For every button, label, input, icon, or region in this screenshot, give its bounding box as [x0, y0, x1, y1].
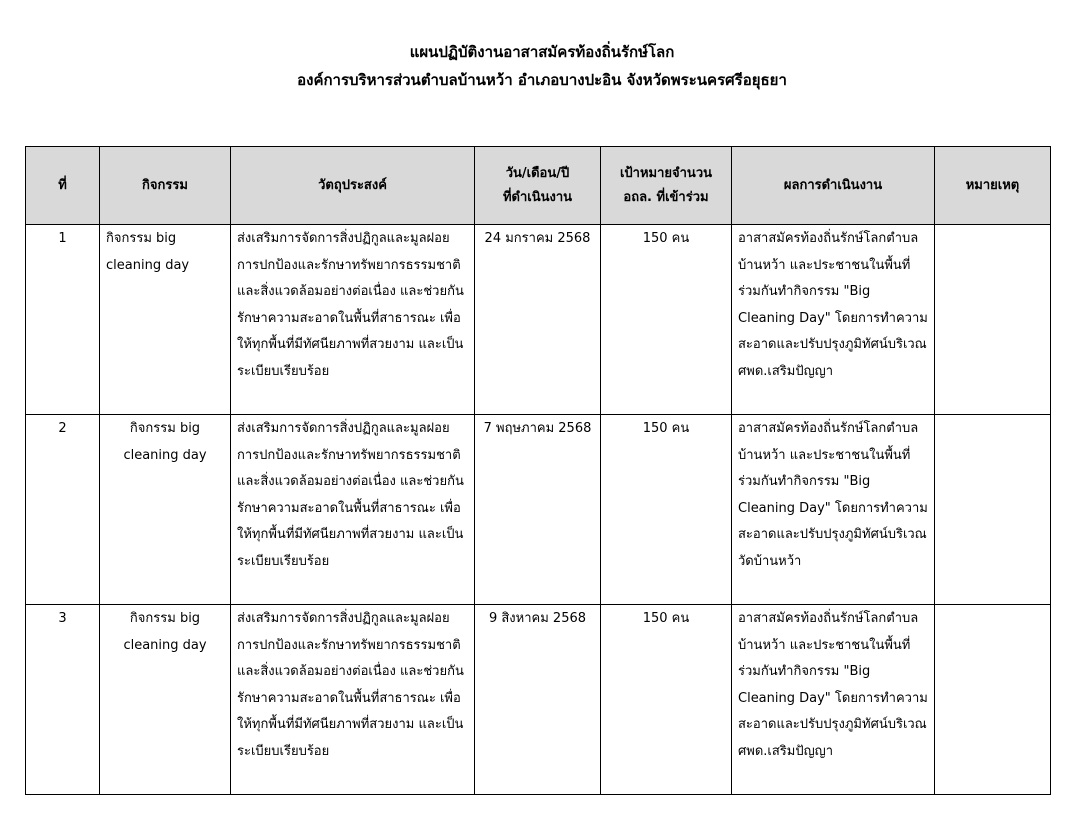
cell-activity: กิจกรรม big cleaning day [100, 605, 231, 795]
col-header-target [601, 147, 732, 225]
cell-target: 150 คน [601, 605, 732, 795]
col-header-date-line1: วัน/เดือน/ปี [505, 165, 570, 181]
cell-note [935, 415, 1051, 605]
cell-no: 2 [26, 415, 100, 605]
col-header-target-line1: เป้าหมายจำนวน [619, 165, 713, 181]
table-row [26, 225, 1051, 415]
cell-objective: ส่งเสริมการจัดการสิ่งปฏิกูลและมูลฝอย การปกป้องและรักษาทรัพยากรธรรมชาติและสิ่งแวดล้อมอย่างต่อเนื่อง และช่วยกันรักษาความสะอาดในพื้นที่สาธารณะ เพื่อให้ทุกพื้นที่มีทัศนียภาพที่สวยงาม และเป็นระเบียบเรียบร้อย [231, 225, 475, 415]
col-header-objective: วัตถุประสงค์ [231, 147, 475, 225]
table-row [26, 415, 1051, 605]
cell-note [935, 605, 1051, 795]
col-header-no: ที่ [26, 147, 100, 225]
cell-result: อาสาสมัครท้องถิ่นรักษ์โลกตำบลบ้านหว้า และประชาชนในพื้นที่ร่วมกันทำกิจกรรม "Big Cleaning Day" โดยการทำความสะอาดและปรับปรุงภูมิทัศน์บริเวณวัดบ้านหว้า [732, 415, 935, 605]
cell-target: 150 คน [601, 225, 732, 415]
cell-note [935, 225, 1051, 415]
cell-objective: ส่งเสริมการจัดการสิ่งปฏิกูลและมูลฝอย การปกป้องและรักษาทรัพยากรธรรมชาติและสิ่งแวดล้อมอย่างต่อเนื่อง และช่วยกันรักษาความสะอาดในพื้นที่สาธารณะ เพื่อให้ทุกพื้นที่มีทัศนียภาพที่สวยงาม และเป็นระเบียบเรียบร้อย [231, 415, 475, 605]
title-line-2: องค์การบริหารส่วนตำบลบ้านหว้า อำเภอบางปะอิน จังหวัดพระนครศรีอยุธยา [297, 71, 787, 89]
cell-no: 3 [26, 605, 100, 795]
col-header-result: ผลการดำเนินงาน [732, 147, 935, 225]
col-header-target-line2: อถล. ที่เข้าร่วม [623, 189, 709, 205]
cell-target: 150 คน [601, 415, 732, 605]
cell-date: 24 มกราคม 2568 [475, 225, 601, 415]
cell-date: 7 พฤษภาคม 2568 [475, 415, 601, 605]
col-header-date-line2: ที่ดำเนินงาน [502, 189, 573, 205]
col-header-note: หมายเหตุ [935, 147, 1051, 225]
cell-activity: กิจกรรม big cleaning day [100, 415, 231, 605]
cell-objective: ส่งเสริมการจัดการสิ่งปฏิกูลและมูลฝอย การปกป้องและรักษาทรัพยากรธรรมชาติและสิ่งแวดล้อมอย่างต่อเนื่อง และช่วยกันรักษาความสะอาดในพื้นที่สาธารณะ เพื่อให้ทุกพื้นที่มีทัศนียภาพที่สวยงาม และเป็นระเบียบเรียบร้อย [231, 605, 475, 795]
col-header-activity: กิจกรรม [100, 147, 231, 225]
cell-date: 9 สิงหาคม 2568 [475, 605, 601, 795]
cell-activity: กิจกรรม big cleaning day [100, 225, 231, 415]
table-header-row [26, 147, 1051, 225]
table-row [26, 605, 1051, 795]
document-title [0, 38, 1084, 94]
title-line-1: แผนปฏิบัติงานอาสาสมัครท้องถิ่นรักษ์โลก [409, 43, 675, 61]
cell-result: อาสาสมัครท้องถิ่นรักษ์โลกตำบลบ้านหว้า และประชาชนในพื้นที่ร่วมกันทำกิจกรรม "Big Cleaning Day" โดยการทำความสะอาดและปรับปรุงภูมิทัศน์บริเวณ ศพด.เสริมปัญญา [732, 605, 935, 795]
cell-no: 1 [26, 225, 100, 415]
activity-plan-table [25, 146, 1051, 795]
cell-result: อาสาสมัครท้องถิ่นรักษ์โลกตำบลบ้านหว้า และประชาชนในพื้นที่ร่วมกันทำกิจกรรม "Big Cleaning Day" โดยการทำความสะอาดและปรับปรุงภูมิทัศน์บริเวณ ศพด.เสริมปัญญา [732, 225, 935, 415]
col-header-date [475, 147, 601, 225]
